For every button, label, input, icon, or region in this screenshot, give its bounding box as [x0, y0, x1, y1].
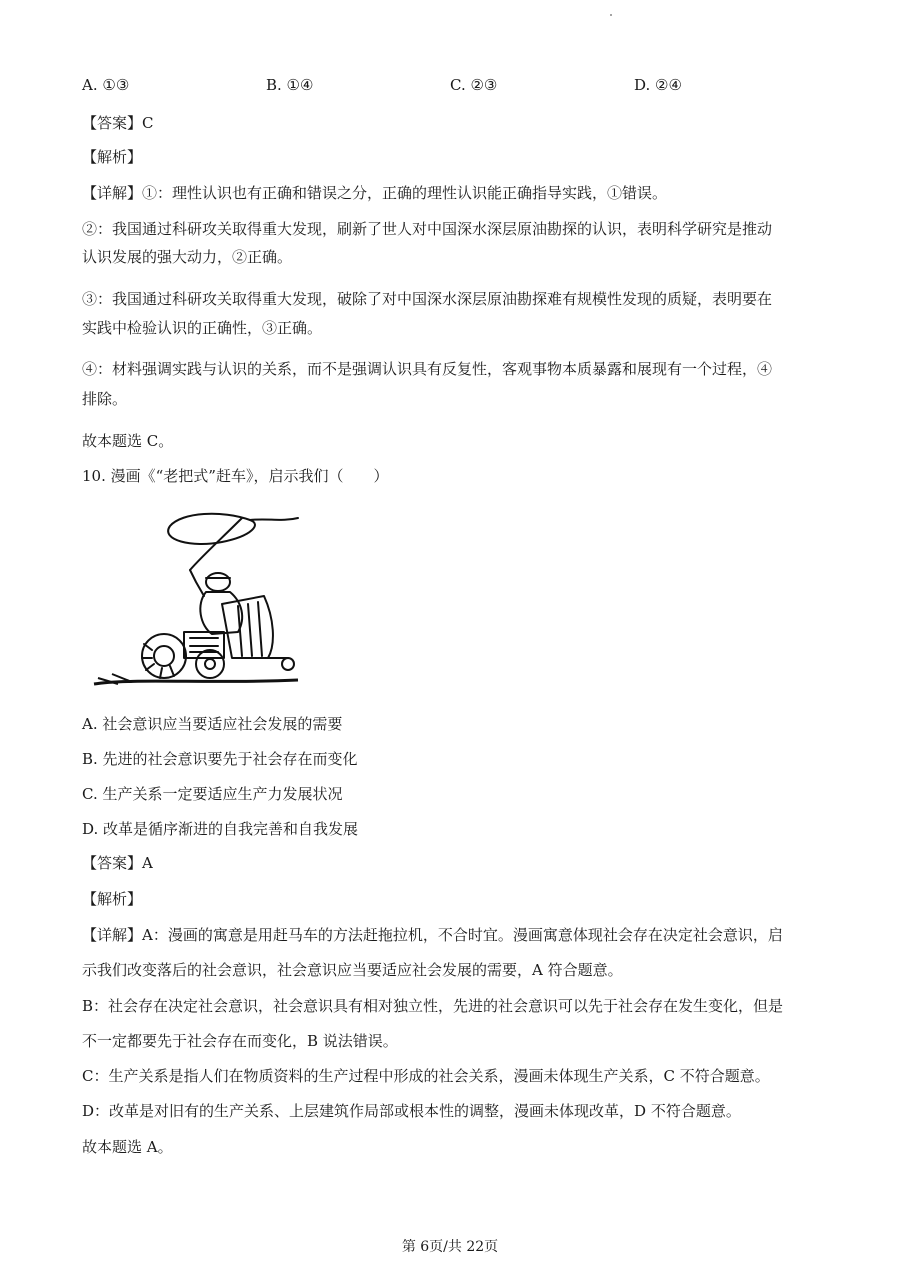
q9-option-a: A. ①③ [82, 76, 130, 94]
q10-stem: 10. 漫画《“老把式”赶车》，启示我们（ ） [82, 467, 389, 485]
q9-detail-2: ②：我国通过科研攻关取得重大发现，刷新了世人对中国深水深层原油勘探的认识，表明科学研究是推动 [82, 220, 773, 238]
q10-option-b: B. 先进的社会意识要先于社会存在而变化 [82, 750, 358, 768]
q9-analysis-label: 【解析】 [82, 148, 143, 166]
q9-option-d: D. ②④ [634, 76, 682, 94]
q9-detail-7: 排除。 [82, 390, 128, 408]
scan-dot [610, 14, 612, 16]
q10-detail-4: 不一定都要先于社会存在而变化，B 说法错误。 [82, 1032, 398, 1050]
q10-detail-5: C：生产关系是指人们在物质资料的生产过程中形成的社会关系，漫画未体现生产关系，C 不符合题意。 [82, 1067, 770, 1085]
q10-conclusion: 故本题选 A。 [82, 1138, 173, 1156]
q10-analysis-label: 【解析】 [82, 890, 143, 908]
q10-option-d: D. 改革是循序渐进的自我完善和自我发展 [82, 820, 359, 838]
q9-option-c: C. ②③ [450, 76, 498, 94]
q10-detail-2: 示我们改变落后的社会意识，社会意识应当要适应社会发展的需要，A 符合题意。 [82, 961, 623, 979]
q9-answer: 【答案】C [82, 114, 154, 132]
q9-option-b: B. ①④ [266, 76, 314, 94]
q9-conclusion: 故本题选 C。 [82, 432, 174, 450]
cartoon-man-whipping-tractor-icon [92, 508, 304, 692]
q9-detail-4: ③：我国通过科研攻关取得重大发现，破除了对中国深水深层原油勘探难有规模性发现的质疑，表明要在 [82, 290, 773, 308]
q9-detail-5: 实践中检验认识的正确性，③正确。 [82, 319, 323, 337]
q9-detail-1: 【详解】①：理性认识也有正确和错误之分，正确的理性认识能正确指导实践，①错误。 [82, 184, 668, 202]
q10-detail-3: B：社会存在决定社会意识，社会意识具有相对独立性，先进的社会意识可以先于社会存在发生变化，但是 [82, 997, 784, 1015]
page-footer: 第 6页/共 22页 [401, 1239, 499, 1255]
q9-options [82, 76, 822, 100]
q10-detail-6: D：改革是对旧有的生产关系、上层建筑作局部或根本性的调整，漫画未体现改革，D 不符合题意。 [82, 1102, 741, 1120]
q10-option-a: A. 社会意识应当要适应社会发展的需要 [82, 715, 343, 733]
q10-detail-1: 【详解】A：漫画的寓意是用赶马车的方法赶拖拉机，不合时宜。漫画寓意体现社会存在决定社会意识，启 [82, 926, 783, 944]
q9-detail-6: ④：材料强调实践与认识的关系，而不是强调认识具有反复性，客观事物本质暴露和展现有一个过程，④ [82, 360, 773, 378]
q9-detail-3: 认识发展的强大动力，②正确。 [82, 248, 293, 266]
q10-answer: 【答案】A [82, 854, 153, 872]
q10-option-c: C. 生产关系一定要适应生产力发展状况 [82, 785, 343, 803]
